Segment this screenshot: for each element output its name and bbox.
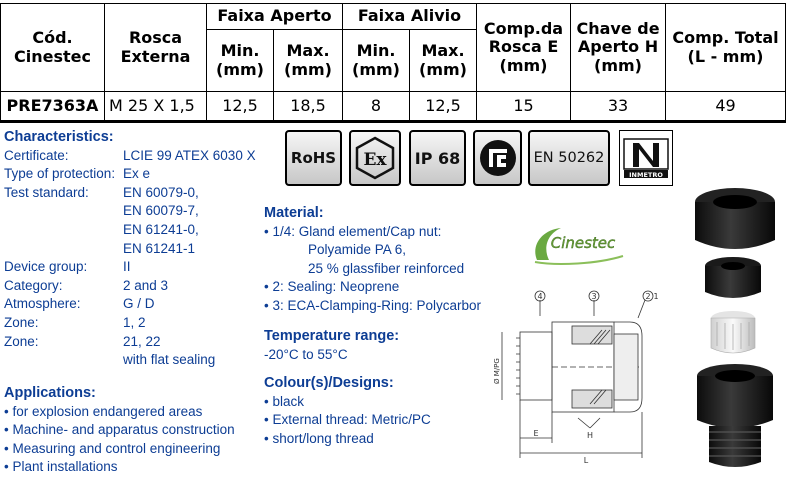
- header-aperto-min: Min. (mm): [207, 30, 274, 92]
- char-value: LCIE 99 ATEX 6030 X: [123, 147, 256, 163]
- char-label: Zone:: [4, 333, 39, 349]
- char-value: with flat sealing: [123, 352, 216, 368]
- header-aperto-max: Max. (mm): [274, 30, 343, 92]
- cinestec-logo: [527, 222, 627, 266]
- list-item: • Machine- and apparatus construction: [4, 422, 235, 438]
- char-value: EN 61241-0,: [123, 221, 199, 237]
- char-label: Test standard:: [4, 184, 89, 200]
- char-label: Category:: [4, 277, 63, 293]
- inmetro-text: INMETRO: [629, 171, 663, 179]
- header-comp-rosca: Comp.da Rosca E (mm): [477, 4, 571, 92]
- header-faixa-aperto: Faixa Aperto: [207, 4, 343, 30]
- cell-alivio-min: 8: [343, 92, 410, 122]
- cell-alivio-max: 12,5: [410, 92, 477, 122]
- characteristics-heading: Characteristics:: [4, 129, 114, 145]
- rohs-logo: [285, 130, 342, 186]
- spec-table: [0, 3, 786, 123]
- char-label: Zone:: [4, 314, 39, 330]
- char-label: [4, 351, 123, 370]
- ex-hexagon-icon: [353, 136, 397, 180]
- gost-logo: [473, 130, 522, 186]
- inmetro-icon: [621, 137, 671, 179]
- list-item: • for explosion endangered areas: [4, 403, 203, 419]
- seal-part: [705, 257, 761, 298]
- clamping-ring-part: [711, 311, 755, 353]
- material-section: [264, 204, 496, 316]
- applications-heading: Applications:: [4, 385, 96, 401]
- cell-code: PRE7363A: [1, 92, 105, 122]
- header-chave: Chave de Aperto H (mm): [571, 4, 666, 92]
- char-label: [4, 240, 123, 259]
- char-label: Type of protection:: [4, 166, 116, 182]
- cap-nut-part: [695, 188, 775, 249]
- header-rosca: Rosca Externa: [105, 4, 207, 92]
- rohs-text: RoHS: [290, 149, 337, 167]
- list-item: • External thread: Metric/PC: [264, 412, 431, 428]
- char-label: Device group:: [4, 259, 88, 275]
- char-value: EN 60079-0,: [123, 184, 199, 200]
- colours-section: [264, 374, 431, 448]
- gland-technical-drawing: [490, 288, 665, 468]
- header-code: Cód. Cinestec: [1, 4, 105, 92]
- temperature-value: -20°C to 55°C: [264, 346, 348, 362]
- material-line: • 2: Sealing: Neoprene: [264, 279, 400, 295]
- material-line: 25 % glassfiber reinforced: [308, 260, 465, 276]
- char-value: 1, 2: [123, 314, 146, 330]
- applications-section: [4, 384, 235, 477]
- dim-l: L: [583, 456, 589, 465]
- char-label: Atmosphere:: [4, 296, 81, 312]
- en50262-logo: [528, 130, 610, 186]
- char-label: [4, 221, 123, 240]
- char-value: G / D: [123, 296, 155, 312]
- characteristics-list: [4, 147, 256, 370]
- char-value: II: [123, 259, 131, 275]
- dim-diameter: Ø M/PG: [493, 358, 501, 384]
- header-alivio-min: Min. (mm): [343, 30, 410, 92]
- header-comp-total: Comp. Total (L - mm): [666, 4, 786, 92]
- temperature-section: [264, 327, 399, 364]
- cell-rosca: M 25 X 1,5: [105, 92, 207, 122]
- material-line: • 3: ECA-Clamping-Ring: Polycarbor: [264, 297, 482, 313]
- dim-e: E: [533, 429, 539, 438]
- material-line: • 1/4: Gland element/Cap nut:: [264, 223, 442, 239]
- ip68-logo: [409, 130, 466, 186]
- temperature-heading: Temperature range:: [264, 328, 400, 344]
- callout-2: 2: [645, 292, 651, 301]
- cell-aperto-max: 18,5: [274, 92, 343, 122]
- list-item: • Measuring and control engineering: [4, 440, 221, 456]
- gland-body-part: [697, 364, 773, 467]
- list-item: • black: [264, 393, 304, 409]
- material-line: Polyamide PA 6,: [308, 242, 407, 258]
- atex-ex-logo: [349, 130, 401, 186]
- char-value: Ex e: [123, 166, 151, 182]
- cinestec-logo-text: Cinestec: [550, 234, 616, 252]
- characteristics-section: [4, 128, 256, 370]
- char-label: Certificate:: [4, 147, 69, 163]
- inmetro-logo: [619, 130, 673, 186]
- list-item: • Plant installations: [4, 459, 118, 475]
- ip68-text: IP 68: [414, 148, 461, 168]
- callout-4: 4: [537, 292, 543, 301]
- ex-text: Ex: [363, 150, 387, 170]
- header-alivio-max: Max. (mm): [410, 30, 477, 92]
- cell-chave: 33: [571, 92, 666, 122]
- header-faixa-alivio: Faixa Alivio: [343, 4, 477, 30]
- cable-gland-exploded-photo: [683, 180, 786, 480]
- char-value: EN 61241-1: [123, 240, 196, 256]
- char-value: EN 60079-7,: [123, 203, 199, 219]
- char-label: [4, 202, 123, 221]
- callout-3: 3: [591, 292, 597, 301]
- list-item: • short/long thread: [264, 430, 374, 446]
- char-value: 2 and 3: [123, 277, 169, 293]
- dim-h: H: [586, 431, 594, 440]
- cell-comp-total: 49: [666, 92, 786, 122]
- colours-heading: Colour(s)/Designs:: [264, 375, 394, 391]
- char-value: 21, 22: [123, 333, 161, 349]
- cell-comp-rosca: 15: [477, 92, 571, 122]
- callout-1: 1: [653, 292, 659, 301]
- material-heading: Material:: [264, 205, 324, 221]
- en50262-text: EN 50262: [533, 150, 605, 166]
- table-row: [1, 92, 786, 122]
- cell-aperto-min: 12,5: [207, 92, 274, 122]
- gost-icon: [477, 137, 519, 179]
